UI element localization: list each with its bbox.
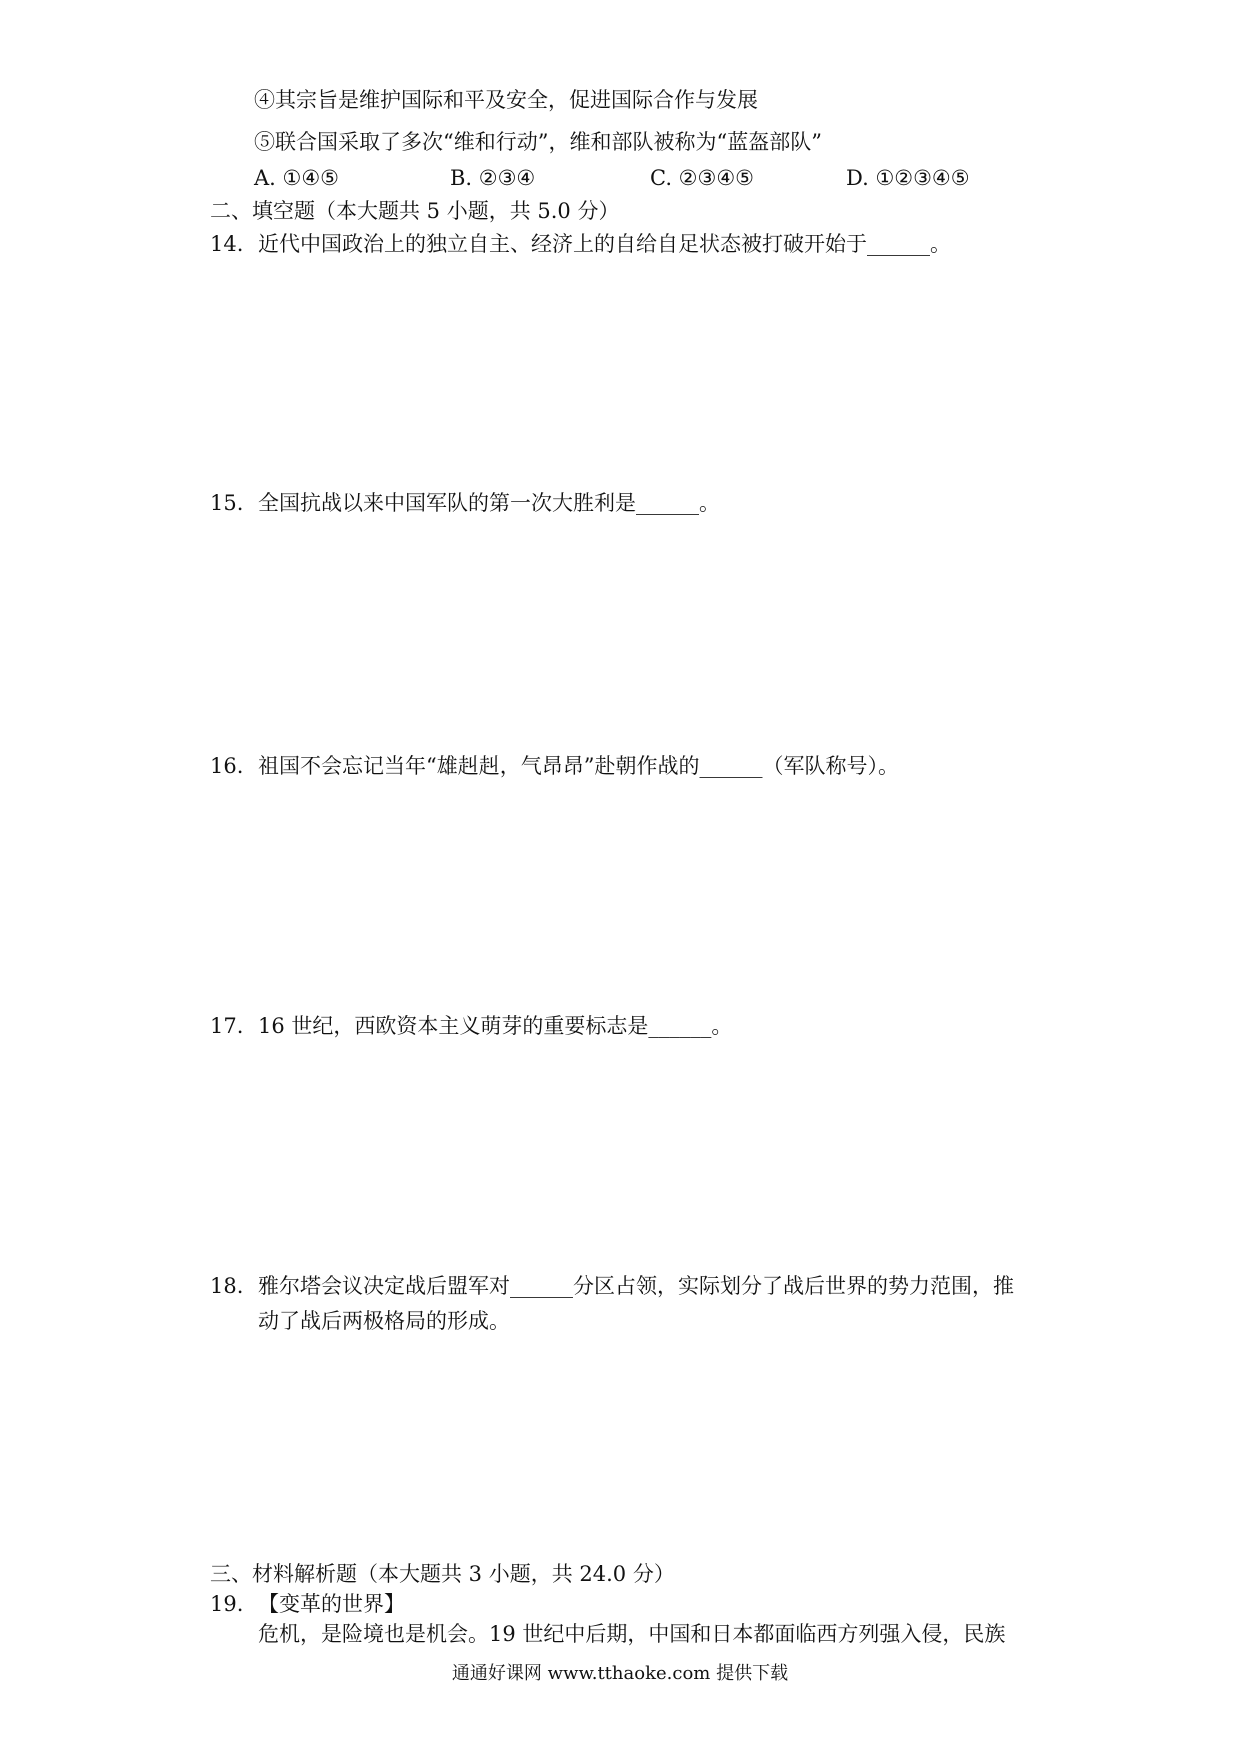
question-text: 祖国不会忘记当年“雄赳赳，气昂昂”赴朝作战的______（军队称号）。 (258, 754, 899, 778)
question-number: 14. (210, 232, 244, 256)
question-number: 17. (210, 1014, 244, 1038)
option-a: A. ①④⑤ (254, 166, 339, 190)
question-19-material: 危机，是险境也是机会。19 世纪中后期，中国和日本都面临西方列强入侵，民族 (258, 1622, 1006, 1646)
question-text: 【变革的世界】 (258, 1592, 405, 1616)
question-number: 15. (210, 491, 244, 515)
question-18 (210, 1272, 1014, 1300)
question-number: 16. (210, 754, 244, 778)
question-18-continued: 动了战后两极格局的形成。 (258, 1309, 510, 1333)
question-text: 16 世纪，西欧资本主义萌芽的重要标志是______。 (258, 1014, 733, 1038)
question-19 (210, 1590, 405, 1618)
question-text: 近代中国政治上的独立自主、经济上的自给自足状态被打破开始于______。 (258, 232, 951, 256)
question-number: 19. (210, 1592, 244, 1616)
question-14 (210, 230, 951, 258)
question-15 (210, 489, 720, 517)
section-fill-blank-heading: 二、填空题（本大题共 5 小题，共 5.0 分） (210, 199, 620, 223)
question-text: 雅尔塔会议决定战后盟军对______分区占领，实际划分了战后世界的势力范围，推 (258, 1274, 1014, 1298)
option-d: D. ①②③④⑤ (846, 166, 970, 190)
question-number: 18. (210, 1274, 244, 1298)
item-4: ④其宗旨是维护国际和平及安全，促进国际合作与发展 (254, 88, 758, 112)
page-footer: 通通好课网 www.tthaoke.com 提供下载 (451, 1663, 789, 1684)
question-16 (210, 752, 899, 780)
question-text: 全国抗战以来中国军队的第一次大胜利是______。 (258, 491, 720, 515)
section-material-heading: 三、材料解析题（本大题共 3 小题，共 24.0 分） (210, 1562, 675, 1586)
option-b: B. ②③④ (450, 166, 536, 190)
question-17 (210, 1012, 732, 1040)
item-5: ⑤联合国采取了多次“维和行动”，维和部队被称为“蓝盔部队” (254, 130, 822, 154)
option-c: C. ②③④⑤ (650, 166, 754, 190)
